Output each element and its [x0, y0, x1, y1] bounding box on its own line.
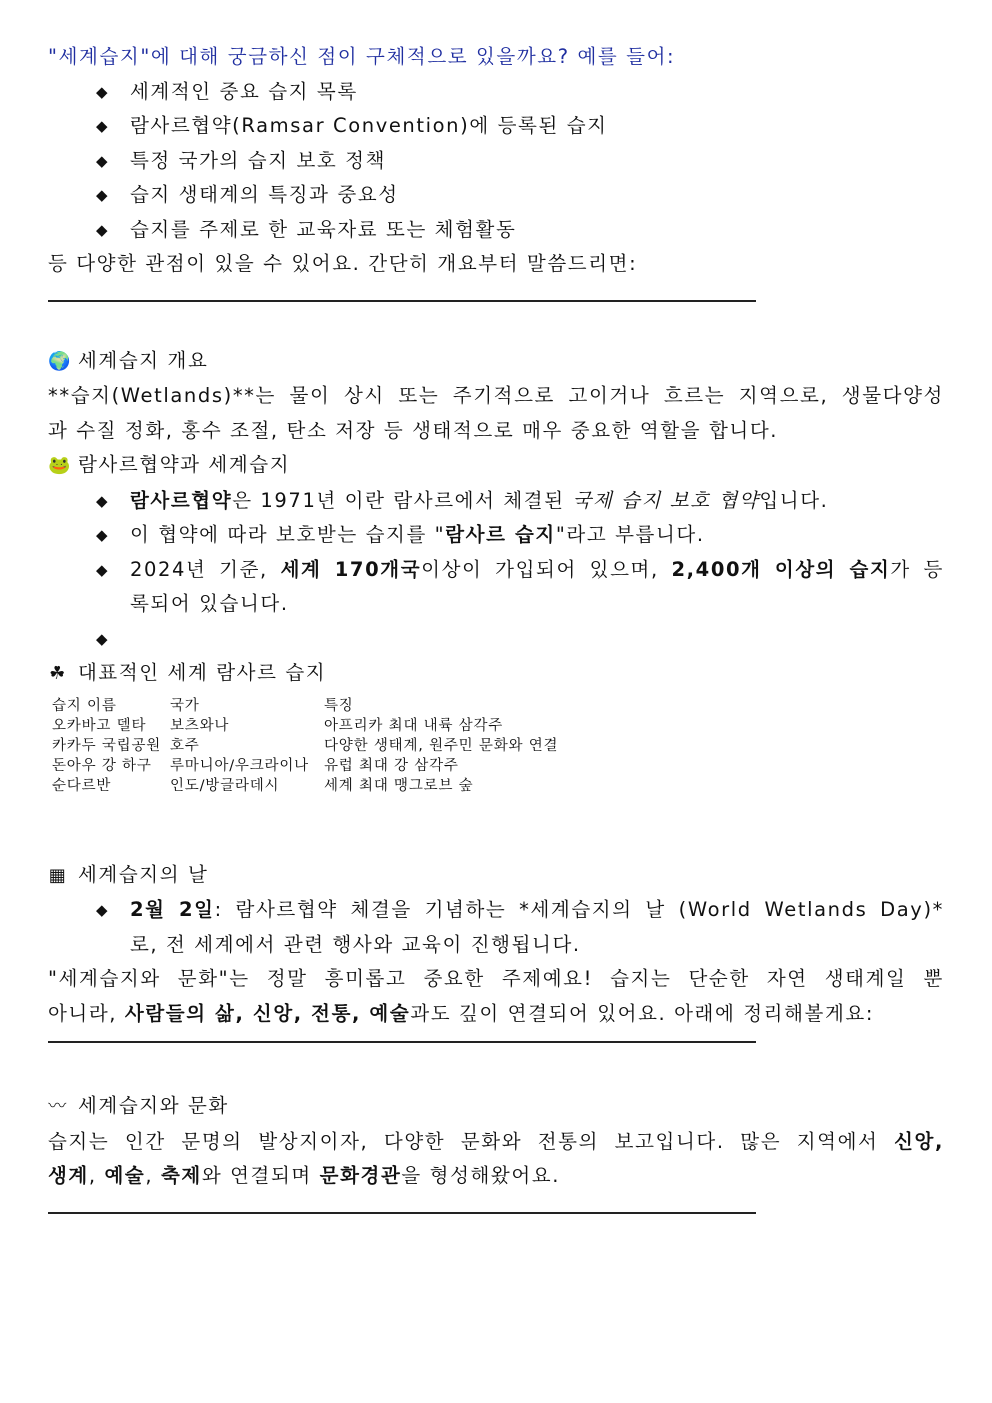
list-item: ◆ 세계적인 중요 습지 목록 — [48, 75, 944, 110]
representative-heading: ☘ 대표적인 세계 람사르 습지 — [48, 656, 944, 692]
list-item: ◆ 이 협약에 따라 보호받는 습지를 "람사르 습지"라고 부릅니다. — [48, 518, 944, 553]
list-item: ◆ 습지를 주제로 한 교육자료 또는 체험활동 — [48, 213, 944, 248]
table-row: 순다르반 인도/방글라데시 세계 최대 맹그로브 숲 — [52, 777, 474, 794]
calendar-icon: ▦ — [48, 864, 68, 886]
culture-text-line1: 습지는 인간 문명의 발상지이자, 다양한 문화와 전통의 보고입니다. 많은 지역에서 신앙, — [48, 1129, 944, 1153]
list-item: ◆ 람사르협약은 1971년 이란 람사르에서 체결된 국제 습지 보호 협약입니다. — [48, 484, 944, 519]
overview-text-line1: **습지(Wetlands)**는 물이 상시 또는 주기적으로 고이거나 흐르는 지역으로, 생물다양성 — [48, 384, 944, 407]
list-item: ◆ 특정 국가의 습지 보호 정책 — [48, 144, 944, 179]
ramsar-list — [48, 484, 944, 657]
wetlandsday-heading: ▦ 세계습지의 날 — [48, 858, 944, 894]
list-item: ◆ 2월 2일: 람사르협약 체결을 기념하는 *세계습지의 날 (World Wetlands Day)* 로, 전 세계에서 관련 행사와 교육이 진행됩니다. — [48, 893, 944, 962]
intro-closing: 등 다양한 관점이 있을 수 있어요. 간단히 개요부터 말씀드리면: — [48, 252, 638, 275]
table-row: 돈아우 강 하구 루마니아/우크라이나 유럽 최대 강 삼각주 — [52, 757, 459, 774]
overview-heading: 🌍 세계습지 개요 — [48, 344, 944, 380]
table-header-row — [48, 696, 588, 716]
bullet-icon: ◆ — [96, 560, 110, 579]
bullet-icon: ◆ — [96, 82, 110, 101]
wetlandsday-list — [48, 893, 944, 962]
culture-text-line2: 생계, 예술, 축제와 연결되며 문화경관을 형성해왔어요. — [48, 1164, 561, 1187]
bullet-icon: ◆ — [96, 186, 110, 204]
bullet-icon: ◆ — [96, 901, 110, 919]
list-item-empty — [48, 622, 944, 657]
herb-icon: ☘ — [49, 663, 67, 684]
culture-heading: 〰 세계습지와 문화 — [48, 1089, 944, 1125]
culture-intro-line2: 아니라, 사람들의 삶, 신앙, 전통, 예술과도 깊이 연결되어 있어요. 아래에 정리해볼게요: — [48, 1001, 875, 1025]
list-item: ◆ 2024년 기준, 세계 170개국이상이 가입되어 있으며, 2,400개 이상의 습지가 등 록되어 있습니다. — [48, 553, 944, 622]
bullet-icon: ◆ — [96, 220, 110, 239]
list-item: ◆ 습지 생태계의 특징과 중요성 — [48, 178, 944, 213]
bullet-icon: ◆ — [96, 526, 110, 544]
bullet-icon: ◆ — [96, 629, 110, 648]
wetlands-table — [48, 696, 588, 796]
bullet-icon: ◆ — [96, 151, 110, 170]
culture-intro-line1: "세계습지와 문화"는 정말 흥미롭고 중요한 주제예요! 습지는 단순한 자연 생태계일 뿐 — [48, 967, 944, 990]
divider — [48, 1212, 756, 1214]
table-header-cell: 국가 — [170, 697, 200, 714]
bullet-icon: ◆ — [96, 117, 110, 135]
table-header-cell: 특징 — [324, 697, 354, 714]
reed-icon: 〰 — [48, 1096, 68, 1117]
bullet-icon: ◆ — [96, 491, 110, 510]
table-row: 카카두 국립공원 호주 다양한 생태계, 원주민 문화와 연결 — [52, 737, 559, 754]
frog-icon: 🐸 — [48, 455, 73, 476]
table-header-cell: 습지 이름 — [52, 697, 117, 714]
overview-text-line2: 과 수질 정화, 홍수 조절, 탄소 저장 등 생태적으로 매우 중요한 역할을 합니다. — [48, 418, 779, 442]
ramsar-heading: 🐸 람사르협약과 세계습지 — [48, 448, 944, 484]
document-page — [48, 40, 944, 1214]
list-item: ◆ 람사르협약(Ramsar Convention)에 등록된 습지 — [48, 109, 944, 144]
intro-list — [48, 75, 944, 248]
table-row: 오카바고 델타 보츠와나 아프리카 최대 내륙 삼각주 — [52, 717, 504, 734]
intro-question: "세계습지"에 대해 궁금하신 점이 구체적으로 있을까요? 예를 들어: — [48, 45, 676, 68]
globe-icon: 🌍 — [48, 350, 73, 372]
